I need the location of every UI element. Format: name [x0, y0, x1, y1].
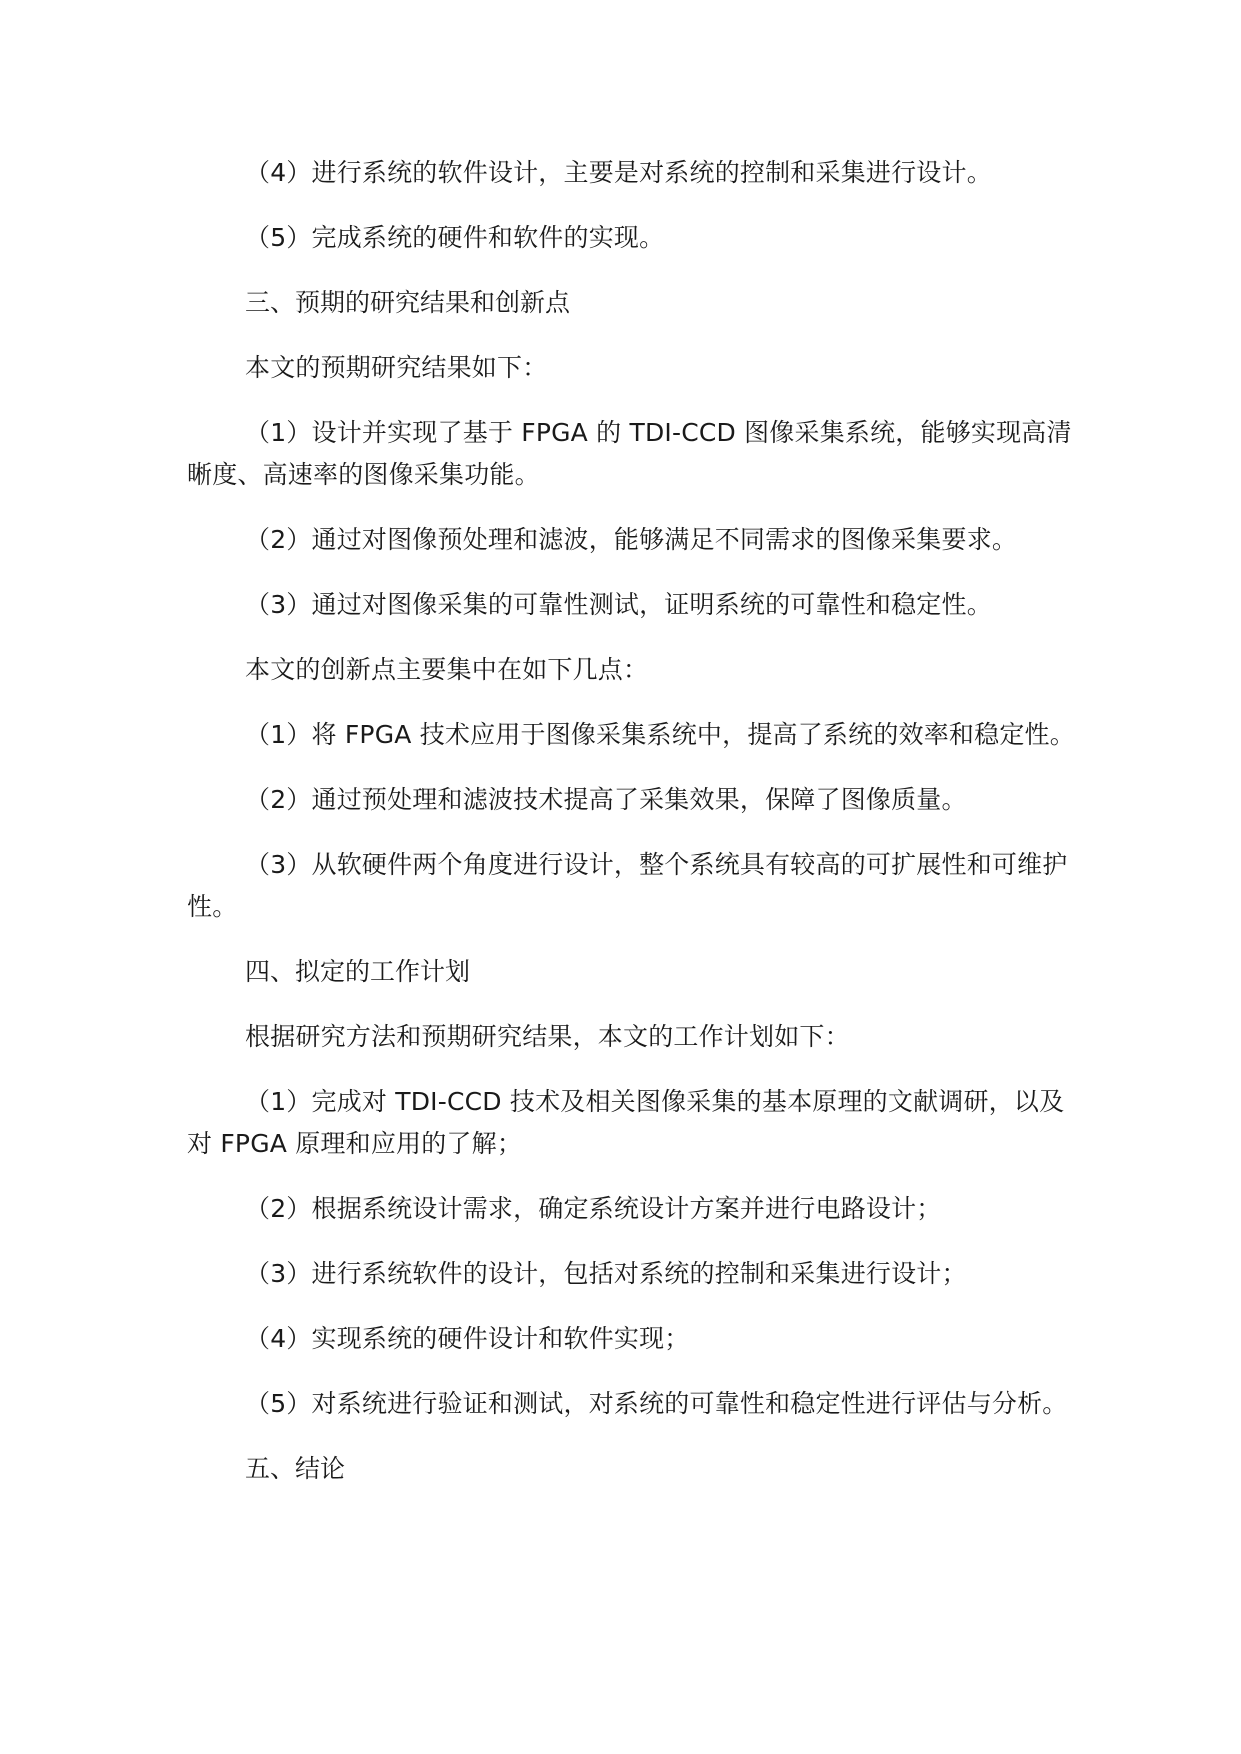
paragraph: （4）进行系统的软件设计，主要是对系统的控制和采集进行设计。 [245, 158, 992, 187]
paragraph: （2）通过预处理和滤波技术提高了采集效果，保障了图像质量。 [245, 785, 967, 814]
paragraph: 本文的创新点主要集中在如下几点： [245, 655, 649, 684]
paragraph: （1）设计并实现了基于 FPGA 的 TDI-CCD 图像采集系统，能够实现高清晰度、高速率的图像采集功能。 [187, 418, 1072, 489]
paragraph: （5）完成系统的硬件和软件的实现。 [245, 223, 665, 252]
paragraph: （3）进行系统软件的设计，包括对系统的控制和采集进行设计； [245, 1259, 967, 1288]
paragraph: （1）完成对 TDI-CCD 技术及相关图像采集的基本原理的文献调研，以及对 FPGA 原理和应用的了解； [187, 1087, 1065, 1158]
document-body [187, 152, 1077, 1513]
section-heading: 三、预期的研究结果和创新点 [245, 288, 571, 317]
paragraph: 本文的预期研究结果如下： [245, 353, 548, 382]
paragraph: （3）通过对图像采集的可靠性测试，证明系统的可靠性和稳定性。 [245, 590, 992, 619]
paragraph: （2）通过对图像预处理和滤波，能够满足不同需求的图像采集要求。 [245, 525, 1018, 554]
paragraph: （2）根据系统设计需求，确定系统设计方案并进行电路设计； [245, 1194, 942, 1223]
paragraph: （4）实现系统的硬件设计和软件实现； [245, 1324, 690, 1353]
paragraph: （1）将 FPGA 技术应用于图像采集系统中，提高了系统的效率和稳定性。 [245, 720, 1075, 749]
paragraph: 根据研究方法和预期研究结果，本文的工作计划如下： [245, 1022, 850, 1051]
section-heading: 五、结论 [245, 1454, 346, 1483]
paragraph: （5）对系统进行验证和测试，对系统的可靠性和稳定性进行评估与分析。 [245, 1389, 1068, 1418]
paragraph: （3）从软硬件两个角度进行设计，整个系统具有较高的可扩展性和可维护性。 [187, 850, 1068, 921]
section-heading: 四、拟定的工作计划 [245, 957, 471, 986]
